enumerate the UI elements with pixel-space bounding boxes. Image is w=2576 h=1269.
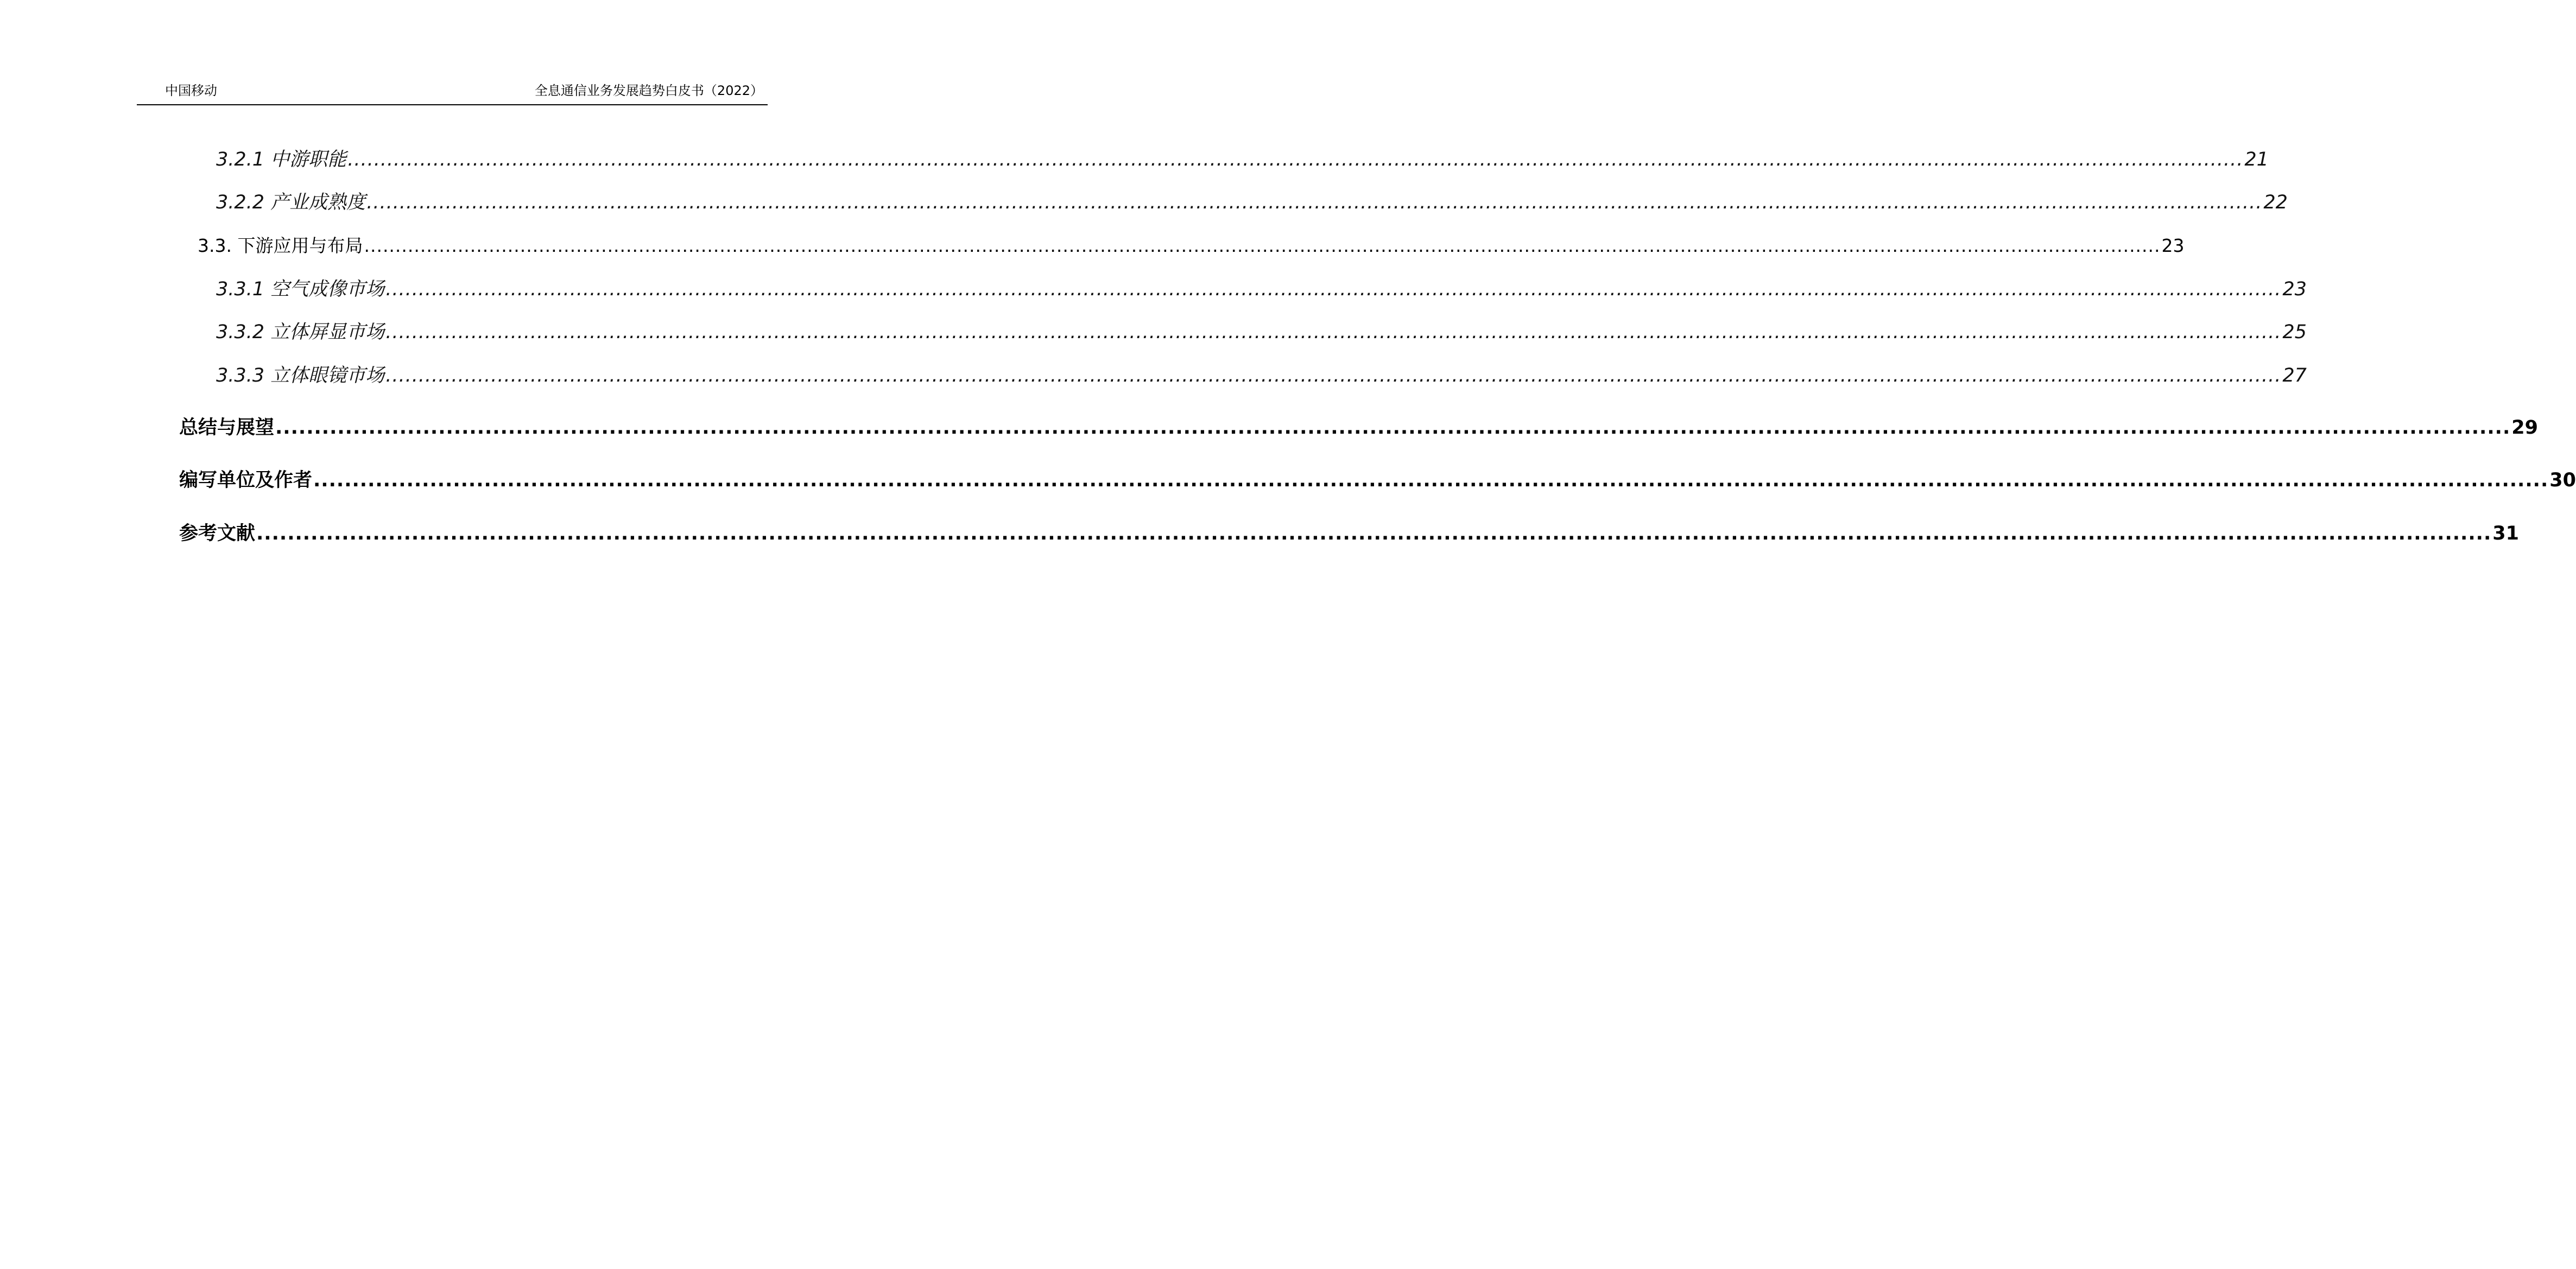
toc-entry-label: 编写单位及作者 <box>179 469 313 491</box>
toc-entry-references[interactable] <box>179 521 2519 546</box>
toc-leader-dots: ................................................................................................................................................................................................................................................................................................ <box>364 235 2161 256</box>
header-document-title: 全息通信业务发展趋势白皮书（2022） <box>534 83 763 98</box>
table-of-contents <box>0 0 2576 597</box>
header-org-name: 中国移动 <box>165 83 217 98</box>
toc-entry-3-3-2[interactable] <box>216 320 2307 344</box>
toc-entry-page: 30 <box>2549 469 2576 491</box>
toc-entry-page: 27 <box>2282 365 2307 386</box>
toc-entry-label: 3.3. 下游应用与布局 <box>198 235 363 256</box>
toc-entry-label: 总结与展望 <box>179 417 275 439</box>
toc-entry-page: 23 <box>2282 278 2307 300</box>
toc-leader-dots: ................................................................................................................................................................................................................................................................................................ <box>385 365 2282 386</box>
toc-entry-3-3-3[interactable] <box>216 364 2307 388</box>
toc-entry-label: 参考文献 <box>179 523 256 544</box>
toc-entry-label: 3.2.2 产业成熟度 <box>216 192 366 213</box>
toc-entry-summary[interactable] <box>179 415 2538 440</box>
toc-entry-page: 25 <box>2282 321 2307 343</box>
toc-leader-dots: ................................................................................................................................................................................................................................................................................................ <box>385 278 2282 300</box>
toc-entry-page: 21 <box>2244 149 2269 170</box>
toc-entry-page: 29 <box>2511 417 2538 439</box>
toc-entry-page: 31 <box>2492 523 2519 544</box>
toc-entry-label: 3.3.2 立体屏显市场 <box>216 321 385 343</box>
toc-entry-3-3[interactable] <box>198 234 2185 258</box>
toc-leader-dots: ................................................................................................................................................................................................................................................................................................ <box>275 417 2511 439</box>
toc-entry-label: 3.2.1 中游职能 <box>216 149 347 170</box>
toc-leader-dots: ................................................................................................................................................................................................................................................................................................ <box>313 469 2549 491</box>
toc-entry-label: 3.3.3 立体眼镜市场 <box>216 365 385 386</box>
toc-entry-3-3-1[interactable] <box>216 277 2307 301</box>
toc-entry-label: 3.3.1 空气成像市场 <box>216 278 385 300</box>
toc-entry-page: 23 <box>2161 235 2185 256</box>
toc-leader-dots: ................................................................................................................................................................................................................................................................................................ <box>385 321 2282 343</box>
toc-entry-3-2-2[interactable] <box>216 191 2288 214</box>
toc-entry-authors[interactable] <box>179 468 2576 493</box>
toc-leader-dots: ................................................................................................................................................................................................................................................................................................ <box>347 149 2244 170</box>
toc-leader-dots: ................................................................................................................................................................................................................................................................................................ <box>366 192 2263 213</box>
toc-entry-3-2-1[interactable] <box>216 148 2269 172</box>
toc-entry-page: 22 <box>2263 192 2288 213</box>
toc-leader-dots: ................................................................................................................................................................................................................................................................................................ <box>256 523 2492 544</box>
